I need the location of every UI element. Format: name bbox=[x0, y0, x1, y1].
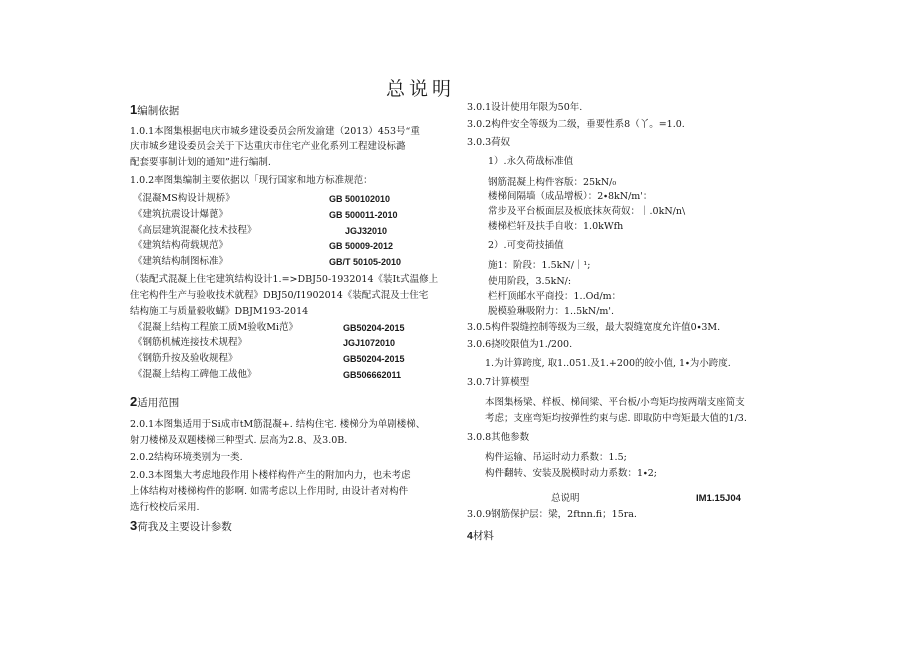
standard-code: GB/T 50105-2010 bbox=[329, 257, 402, 267]
clause-3-0-8-line: 构件翻转、安装及脱模时动力系数：1∙2; bbox=[485, 468, 657, 479]
clause-2-0-2: 2.0.2结构环境类别为一类. bbox=[130, 452, 243, 463]
clause-3-0-9: 3.0.9钢筋保护层：梁，2ftnn.fi；15ra. bbox=[467, 509, 637, 520]
footer-label: 总说明 bbox=[551, 493, 580, 504]
clause-3-0-6: 3.0.6挠咬限值为1./200. bbox=[467, 339, 573, 350]
permanent-load-item: 楼梯栏轩及扶手自收：1.0kWfh bbox=[488, 221, 624, 232]
section-1-heading bbox=[130, 104, 179, 117]
section-2-number: 2 bbox=[130, 394, 138, 409]
assembly-standards-line: 结构施工与质量毅收蝴》DBJM193-2014 bbox=[130, 306, 309, 317]
clause-2-0-1-line: 射刀楼梯及双题楼梯三种型式. 层高为2.8、及3.0B. bbox=[130, 435, 348, 446]
standard-code: GB50204-2015 bbox=[343, 354, 405, 364]
standard-name: 《混凝上结构工程旅工质M验收Mi范》 bbox=[133, 322, 298, 333]
standard-code: GB 500011-2010 bbox=[329, 210, 398, 220]
clause-1-0-1-line: 1.0.1本图集根据电庆市城乡建设委员会所发渝建（2013）453号“重 bbox=[130, 126, 420, 137]
clause-3-0-8-line: 构件运输、吊运时动力系数：1.5; bbox=[485, 452, 627, 463]
clause-2-0-3-line: 上体结构对楼梯构件的影啊. 如需考虑以上作用时, 由设计者对构件 bbox=[130, 486, 409, 497]
variable-load-item: 使用阶段，3.5kN∕: bbox=[488, 276, 572, 287]
section-3-number: 3 bbox=[130, 518, 138, 533]
clause-3-0-2: 3.0.2构件安全等级为二级，垂要性系8（丫。=1.0. bbox=[467, 119, 685, 130]
clause-1-0-1-line: 配套要事制计划的通知”进行编制. bbox=[130, 157, 271, 168]
standard-code: GB 50009-2012 bbox=[329, 241, 394, 251]
section-2-title: 适用范围 bbox=[137, 397, 180, 409]
standard-name: 《高层建筑混凝化技术技程》 bbox=[133, 225, 257, 236]
standard-name: 《建筑抗震设计爆蓖》 bbox=[133, 209, 229, 220]
standard-name: 《钢筋升按及验收规程》 bbox=[133, 353, 238, 364]
section-3-heading bbox=[130, 520, 232, 533]
assembly-standards-line: （装配式混凝上住宅建筑结构设计1.=>DBJ50-1932014《装It式温修上 bbox=[130, 274, 439, 285]
variable-load-item: 脱模验琳吸附力：1..5kN/m'. bbox=[488, 306, 615, 317]
standard-code: GB50204-2015 bbox=[343, 323, 405, 333]
standard-name: 《建筑结构制图标准》 bbox=[133, 256, 229, 267]
clause-3-0-1: 3.0.1设计使用年限为50年. bbox=[467, 102, 583, 113]
permanent-load-item: 常步及平台板面层及板底抹灰荷奴：｜.0kN∕n\ bbox=[488, 206, 686, 217]
standard-code: JGJ1072010 bbox=[343, 338, 396, 348]
clause-3-0-7: 3.0.7计算模型 bbox=[467, 377, 530, 388]
clause-2-0-3-line: 选行校校后采用. bbox=[130, 502, 200, 513]
standard-name: 《钢筋机械连接技术规程》 bbox=[133, 337, 248, 348]
clause-3-0-8: 3.0.8其他参数 bbox=[467, 432, 530, 443]
section-4-number: 4 bbox=[467, 530, 473, 542]
section-3-title: 荷我及主要设计参数 bbox=[137, 521, 232, 533]
footer-drawing-code: IM1.15J04 bbox=[696, 493, 741, 504]
clause-3-0-7-line: 本图集杨梁、样板、梯间梁、平台板/小弯矩均按两端支座简支 bbox=[485, 397, 745, 408]
variable-load-item: 施1：阶段：1.5kN∕｜¹; bbox=[488, 260, 591, 271]
section-4-heading bbox=[467, 530, 494, 542]
standard-code: GB 500102010 bbox=[329, 194, 391, 204]
clause-3-0-6-note: 1.为计算跨度, 取1..051.及1.+200的皎小值, 1∙为小跨度. bbox=[485, 358, 731, 369]
permanent-load-item: 楼梯间隔墙（成品增板）：2∙8kN∕m'： bbox=[488, 191, 653, 202]
clause-3-0-7-line: 考虑；支座弯矩均按弹性约束与虑. 即取防中弯矩最大值的1/3. bbox=[485, 413, 747, 424]
section-4-title: 材料 bbox=[472, 530, 494, 542]
assembly-standards-line: 住宅构件生产与验收技术就程》DBJ50/I1902014《装配式混及士住宅 bbox=[130, 290, 429, 301]
variable-load-item: 栏杆顶邮水平商投：1..Od/m： bbox=[488, 291, 622, 302]
variable-load-heading: 2）.可变荷技插值 bbox=[488, 240, 564, 251]
section-1-number: 1 bbox=[130, 102, 138, 117]
standard-code: JGJ32010 bbox=[345, 226, 388, 236]
standard-name: 《混凝上结构工碑他工战他》 bbox=[133, 369, 257, 380]
standard-name: 《建筑结构荷载规范》 bbox=[133, 240, 229, 251]
clause-2-0-1-line: 2.0.1本图集适用于Si成市tM筋混凝+. 结构住宅. 楼梯分为单剧楼梯、 bbox=[130, 419, 426, 430]
permanent-load-item: 钢筋混凝上构件容版：25kN∕₀ bbox=[488, 177, 617, 188]
section-1-title: 编制依据 bbox=[137, 105, 180, 117]
clause-3-0-5: 3.0.5构件裂缝控制等级为三级，最大裂缝宽度允许值0∙3M. bbox=[467, 322, 721, 333]
clause-1-0-1-line: 庆市城乡建设委员会关于下达重庆市住宅产业化系列工程建设标潞 bbox=[130, 141, 406, 152]
clause-3-0-3: 3.0.3荷奴 bbox=[467, 137, 511, 148]
standard-code: GB506662011 bbox=[343, 370, 402, 380]
page-title: 总说明 bbox=[386, 78, 456, 100]
section-2-heading bbox=[130, 396, 179, 409]
clause-2-0-3-line: 2.0.3本图集大考虑地段作用卜楼样构件产生的附加内力，也未考虑 bbox=[130, 470, 411, 481]
standard-name: 《混凝MS构设计规桥》 bbox=[133, 193, 235, 204]
permanent-load-heading: 1）.永久荷战标准值 bbox=[488, 156, 574, 167]
clause-1-0-2: 1.0.2率图集编制主要依据以「现行国家和地方标准规范： bbox=[130, 175, 373, 186]
